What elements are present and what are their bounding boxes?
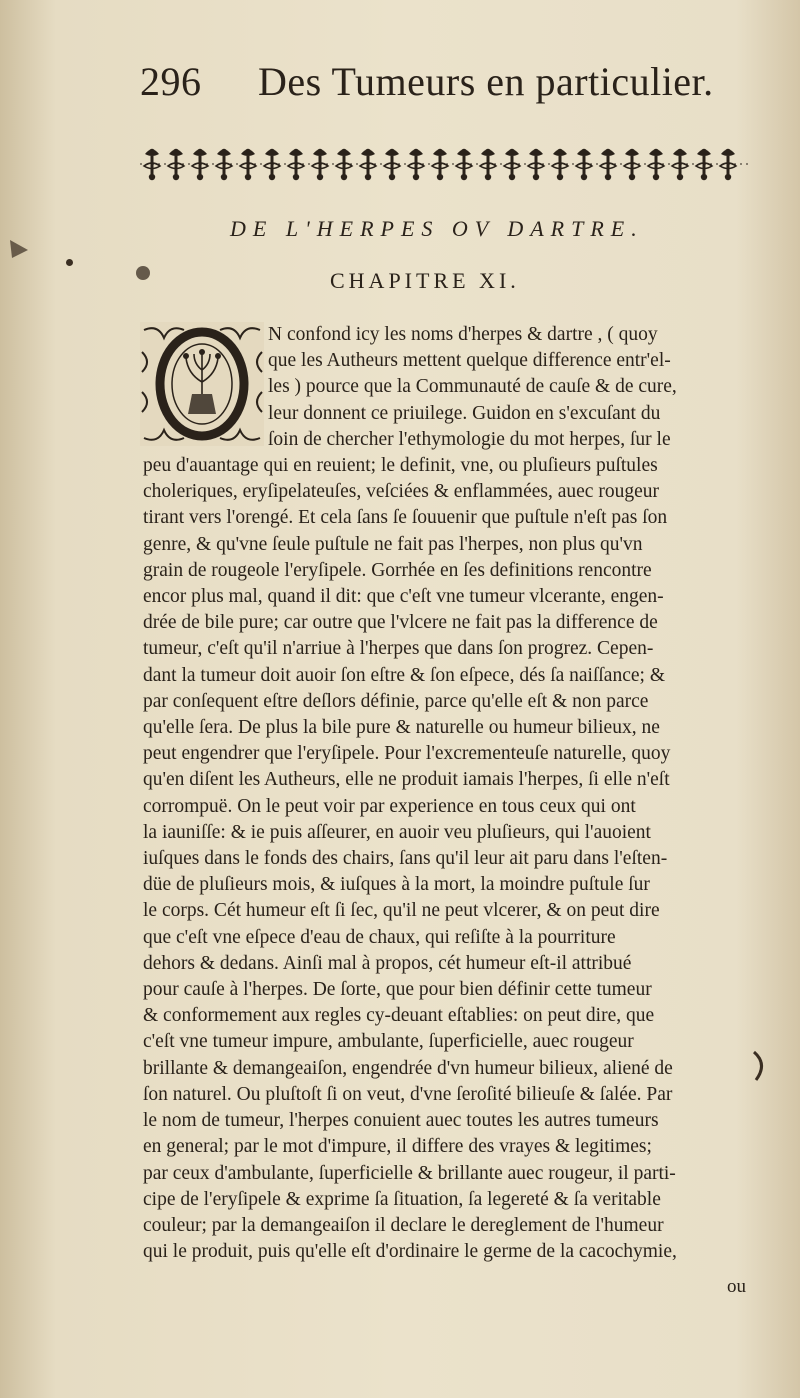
text-line: düe de pluſieurs mois, & iuſques à la mort, la moindre puſtule ſur — [143, 874, 650, 896]
ink-spot — [66, 259, 73, 266]
text-line: iuſques dans le fonds des chairs, ſans qu'il leur ait paru dans l'eſten- — [143, 848, 668, 870]
running-title: Des Tumeurs en particulier. — [258, 59, 714, 104]
page-edge-mark — [8, 236, 32, 262]
text-line: le corps. Cét humeur eſt ſi ſec, qu'il ne peut vlcerer, & on peut dire — [143, 900, 660, 922]
decorative-ornament-band — [140, 138, 748, 190]
text-line: les ) pource que la Communauté de cauſe & de cure, — [268, 376, 677, 398]
text-line: tumeur, c'eſt qu'il n'arriue à l'herpes que dans ſon progrez. Cepen- — [143, 638, 654, 660]
text-line: choleriques, eryſipelateuſes, veſciées & enflammées, auec rougeur — [143, 481, 659, 503]
text-line: & conformement aux regles cy-deuant eſtablies: on peut dire, que — [143, 1005, 655, 1027]
text-line: pour cauſe à l'herpes. De ſorte, que pour bien définir cette tumeur — [143, 979, 652, 1001]
chapter-heading: CHAPITRE XI. — [330, 268, 520, 293]
text-line: grain de rougeole l'eryſipele. Gorrhée en ſes definitions rencontre — [143, 559, 652, 581]
text-line: que c'eſt vne eſpece d'eau de chaux, qui reſiſte à la pourriture — [143, 926, 616, 948]
text-line: peut engendrer que l'eryſipele. Pour l'excrementeuſe naturelle, quoy — [143, 743, 671, 765]
text-line: ſoin de chercher l'ethymologie du mot herpes, ſur le — [268, 428, 671, 450]
text-line: N confond icy les noms d'herpes & dartre , ( quoy — [268, 324, 658, 345]
text-line: qu'elle ſera. De plus la bile pure & naturelle ou humeur bilieux, ne — [143, 717, 660, 739]
text-line: couleur; par la demangeaiſon il declare le dereglement de l'humeur — [143, 1214, 664, 1236]
text-line: le nom de tumeur, l'herpes conuient auec toutes les autres tumeurs — [143, 1110, 659, 1132]
page-edge-mark — [750, 1046, 772, 1086]
chapter-body-text — [143, 322, 749, 1265]
text-line: dant la tumeur doit auoir ſon eſtre & ſon eſpece, dés ſa naiſſance; & — [143, 664, 665, 686]
text-line: encor plus mal, quand il dit: que c'eſt vne tumeur vlcerante, engen- — [143, 586, 664, 608]
text-line: corrompuë. On le peut voir par experience en tous ceux qui ont — [143, 795, 636, 817]
ink-spot — [136, 266, 150, 280]
text-line: qui le produit, puis qu'elle eſt d'ordinaire le germe de la cacochymie, — [143, 1241, 677, 1263]
page-number: 296 — [140, 59, 202, 104]
text-line: par conſequent eſtre deſlors définie, parce qu'elle eſt & non parce — [143, 690, 649, 712]
text-line: la iauniſſe: & ie puis aſſeurer, en auoir veu pluſieurs, qui l'auoient — [143, 821, 651, 843]
text-line: cipe de l'eryſipele & exprime ſa ſituation, ſa legereté & ſa veritable — [143, 1188, 661, 1210]
text-line: en general; par le mot d'impure, il differe des vrayes & legitimes; — [143, 1136, 652, 1158]
text-line: c'eſt vne tumeur impure, ambulante, ſuperficielle, auec rougeur — [143, 1031, 634, 1053]
text-line: brillante & demangeaiſon, engendrée d'vn humeur bilieux, aliené de — [143, 1057, 673, 1079]
text-line: peu d'auantage qui en reuient; le definit, vne, ou pluſieurs puſtules — [143, 455, 658, 477]
text-line: drée de bile pure; car outre que l'vlcere ne fait pas la difference de — [143, 612, 658, 634]
text-line: par ceux d'ambulante, ſuperficielle & brillante auec rougeur, il parti- — [143, 1162, 676, 1184]
section-subtitle: DE L'HERPES OV DARTRE. — [230, 216, 644, 241]
text-line: que les Autheurs mettent quelque difference entr'el- — [268, 350, 671, 372]
running-header — [140, 58, 740, 105]
text-line: tirant vers l'orengé. Et cela ſans ſe ſouuenir que puſtule n'eſt pas ſon — [143, 507, 668, 529]
text-line: qu'en diſent les Autheurs, elle ne produit iamais l'herpes, ſi elle n'eſt — [143, 769, 670, 791]
text-line: dehors & dedans. Ainſi mal à propos, cét humeur eſt-il attribué — [143, 952, 632, 974]
text-line: ſon naturel. Ou pluſtoſt ſi on veut, d'vne ſeroſité bilieuſe & ſalée. Par — [143, 1083, 673, 1105]
catchword: ou — [727, 1276, 746, 1297]
text-line: genre, & qu'vne ſeule puſtule ne fait pas l'herpes, non plus qu'vn — [143, 533, 643, 555]
text-line: leur donnent ce priuilege. Guidon en s'excuſant du — [268, 402, 661, 424]
